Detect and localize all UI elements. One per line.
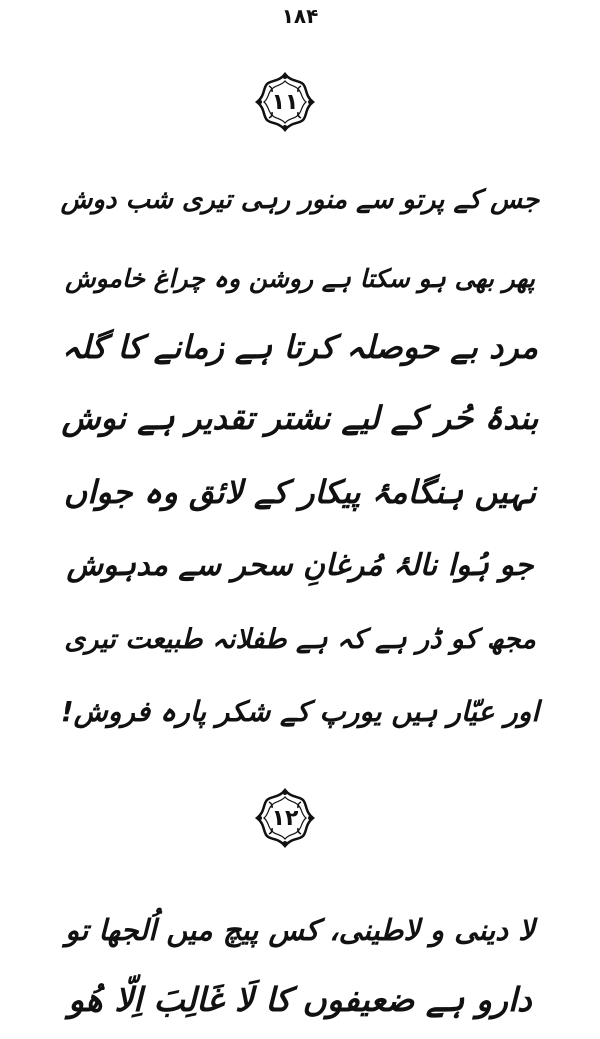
verse-line: مرد بے حوصلہ کرتا ہے زمانے کا گلہ: [61, 328, 539, 366]
poem-number-ornament: [255, 788, 315, 848]
verse-line: نہیں ہنگامۂ پیکار کے لائق وہ جواں: [63, 473, 537, 511]
verse-line: اور عیّار ہیں یورپ کے شکر پارہ فروش!: [60, 695, 540, 728]
verse-line: لا دینی و لاطینی، کس پیچ میں اُلجھا تو: [65, 913, 535, 947]
verse-line: مجھ کو ڈر ہے کہ ہے طفلانہ طبیعت تیری: [64, 624, 536, 655]
poem-number: ۱۱: [271, 89, 299, 115]
verse-line: جو ہُوا نالۂ مُرغانِ سحر سے مدہوش: [66, 548, 534, 583]
verse-line: بندۂ حُر کے لیے نشتر تقدیر ہے نوش: [61, 399, 539, 437]
verse-line: دارو ہے ضعیفوں کا لَا غَالِبَ اِلّا ھُو: [68, 980, 532, 1019]
poem-number-ornament: [255, 72, 315, 132]
verse-line: جس کے پرتو سے منور رہی تیری شب دوش: [60, 185, 540, 215]
verse-line: پھر بھی ہو سکتا ہے روشن وہ چراغ خاموش: [65, 264, 535, 293]
page-number: ۱۸۴: [281, 4, 319, 28]
poem-number: ۱۲: [271, 805, 299, 831]
